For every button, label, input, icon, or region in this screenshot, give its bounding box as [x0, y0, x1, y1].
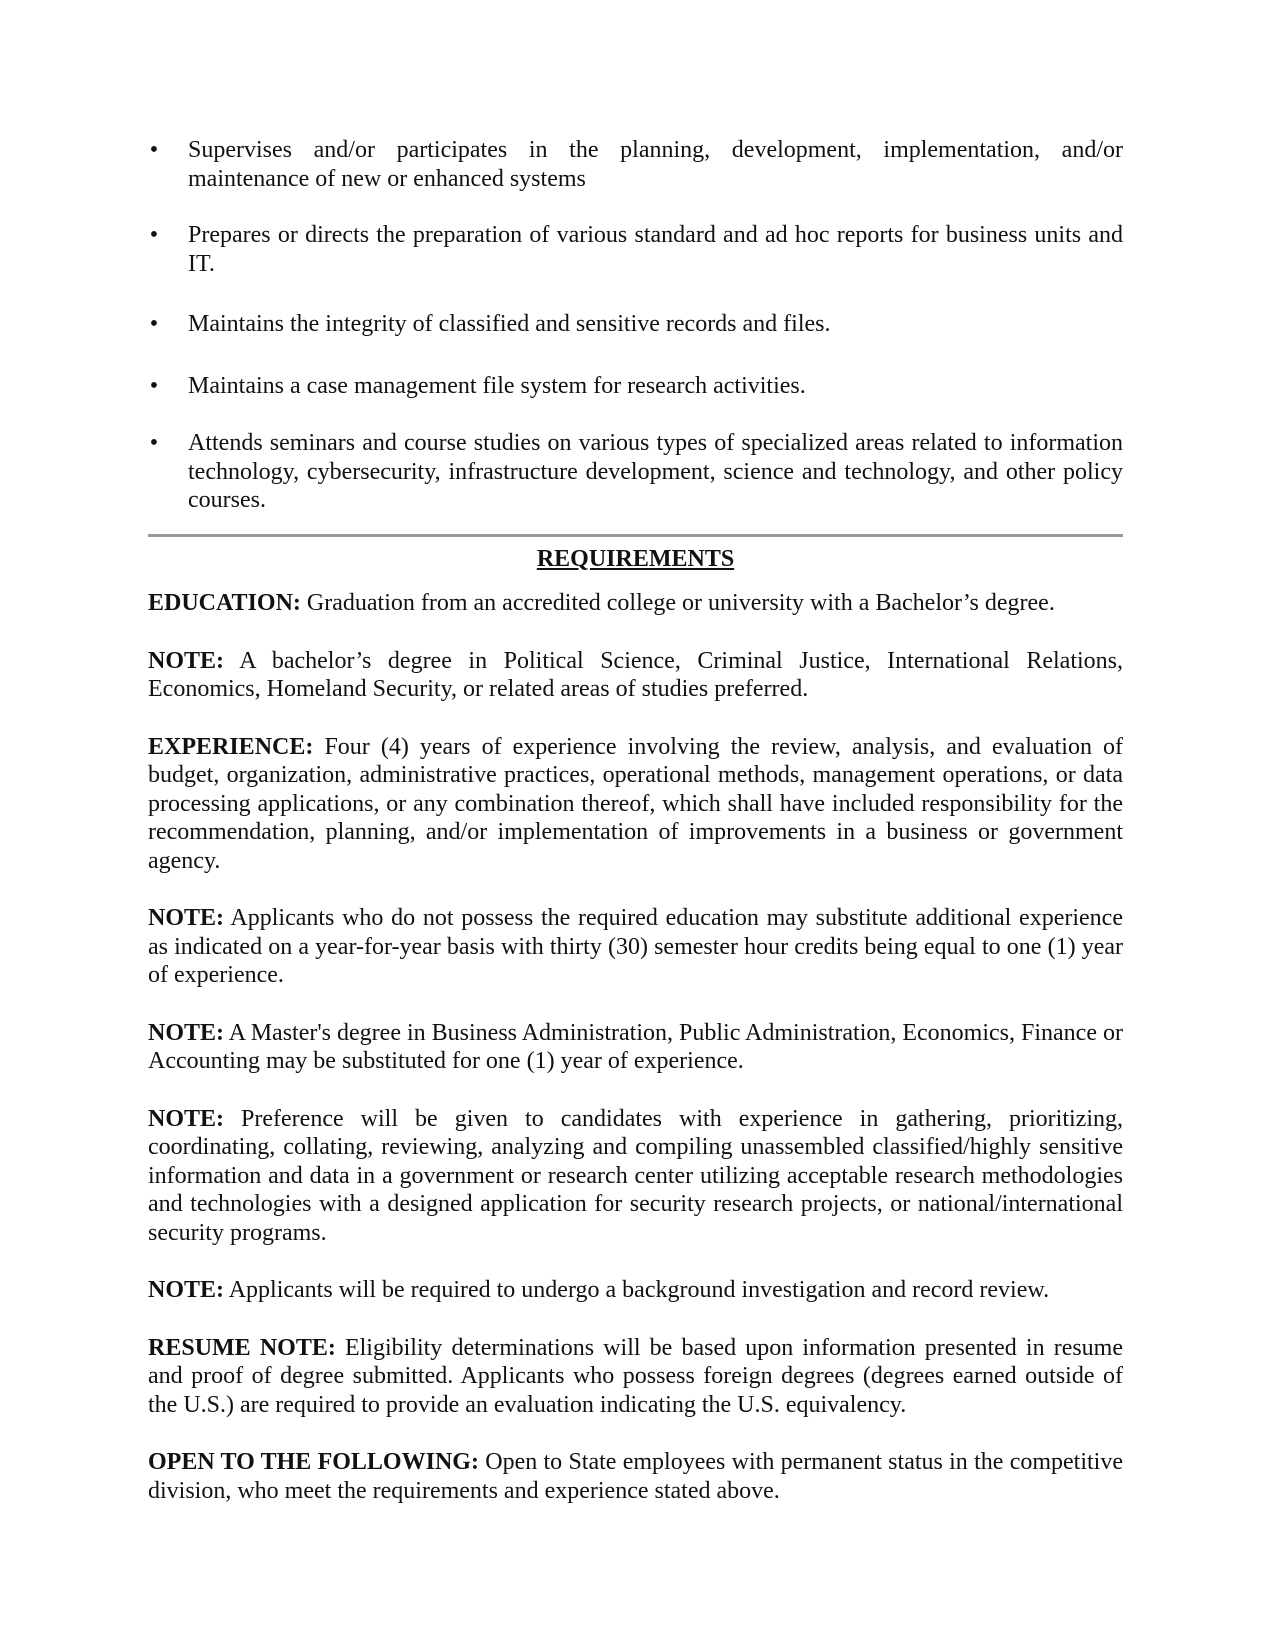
duty-item	[148, 372, 1123, 401]
bullet-icon: •	[149, 430, 159, 456]
resume-note-paragraph	[148, 1334, 1123, 1420]
duty-item	[148, 136, 1123, 193]
section-divider	[148, 534, 1123, 537]
note-paragraph	[148, 904, 1123, 990]
education-text: Graduation from an accredited college or university with a Bachelor’s degree.	[306, 590, 1055, 616]
note-text: A Master's degree in Business Administration, Public Administration, Economics, Finance or Accounting may be substituted for one (1) year of experience.	[148, 1019, 1123, 1074]
requirements-section	[148, 589, 1123, 1505]
document-page	[148, 136, 1123, 1505]
duty-item	[148, 221, 1123, 278]
note-text: A bachelor’s degree in Political Science, Criminal Justice, International Relations, Economics, Homeland Security, or related areas of studies preferred.	[148, 647, 1123, 702]
experience-paragraph	[148, 733, 1123, 876]
note-paragraph	[148, 1105, 1123, 1248]
note-text: Applicants will be required to undergo a background investigation and record review.	[228, 1277, 1050, 1303]
note-label: NOTE:	[148, 905, 225, 931]
duty-item	[148, 310, 1123, 339]
note-label: NOTE:	[148, 1105, 225, 1132]
note-paragraph	[148, 1019, 1123, 1076]
note-label: NOTE:	[148, 647, 225, 674]
education-paragraph	[148, 589, 1123, 618]
duty-text: Supervises and/or participates in the planning, development, implementation, and/or maintenance of new or enhanced systems	[188, 137, 1123, 192]
note-label: NOTE:	[148, 1277, 225, 1303]
experience-text: Four (4) years of experience involving the review, analysis, and evaluation of budget, organization, administrative practices, operational methods, management operations, or data processing applications, or any combination thereof, which shall have included responsibility for the recommendation, planning, and/or implementation of improvements in a business or government agency.	[148, 733, 1124, 874]
open-to-text: Open to State employees with permanent status in the competitive division, who meet the requirements and experience stated above.	[148, 1449, 1123, 1504]
bullet-icon: •	[149, 137, 159, 163]
resume-note-label: RESUME NOTE:	[148, 1334, 336, 1361]
duty-text: Attends seminars and course studies on various types of specialized areas related to information technology, cybersecurity, infrastructure development, science and technology, and other policy courses.	[188, 430, 1123, 513]
bullet-icon: •	[149, 222, 159, 248]
note-text: Applicants who do not possess the required education may substitute additional experience as indicated on a year-for-year basis with thirty (30) semester hour credits being equal to one (1) year of experience.	[148, 905, 1123, 988]
note-text: Preference will be given to candidates with experience in gathering, prioritizing, coordinating, collating, reviewing, analyzing and compiling unassembled classified/highly sensitive information and data in a government or research center utilizing acceptable research methodologies and technologies with a designed application for security research projects, or national/international security programs.	[148, 1105, 1124, 1246]
resume-note-text: Eligibility determinations will be based upon information presented in resume and proof of degree submitted. Applicants who possess foreign degrees (degrees earned outside of the U.S.) are required to provide an evaluation indicating the U.S. equivalency.	[148, 1334, 1124, 1418]
education-label: EDUCATION:	[148, 590, 301, 616]
experience-label: EXPERIENCE:	[148, 733, 314, 760]
duty-text: Maintains a case management file system for research activities.	[188, 372, 806, 399]
open-to-label: OPEN TO THE FOLLOWING:	[148, 1449, 479, 1475]
duty-text: Prepares or directs the preparation of various standard and ad hoc reports for business units and IT.	[188, 222, 1123, 277]
duty-item	[148, 429, 1123, 515]
requirements-heading: REQUIREMENTS	[536, 545, 735, 572]
note-paragraph	[148, 647, 1123, 704]
note-label: NOTE:	[148, 1019, 225, 1046]
open-to-paragraph	[148, 1448, 1123, 1505]
bullet-icon: •	[149, 311, 159, 337]
duty-text: Maintains the integrity of classified and sensitive records and files.	[188, 311, 831, 337]
note-paragraph	[148, 1276, 1123, 1305]
duties-list	[148, 136, 1123, 515]
bullet-icon: •	[149, 372, 159, 399]
